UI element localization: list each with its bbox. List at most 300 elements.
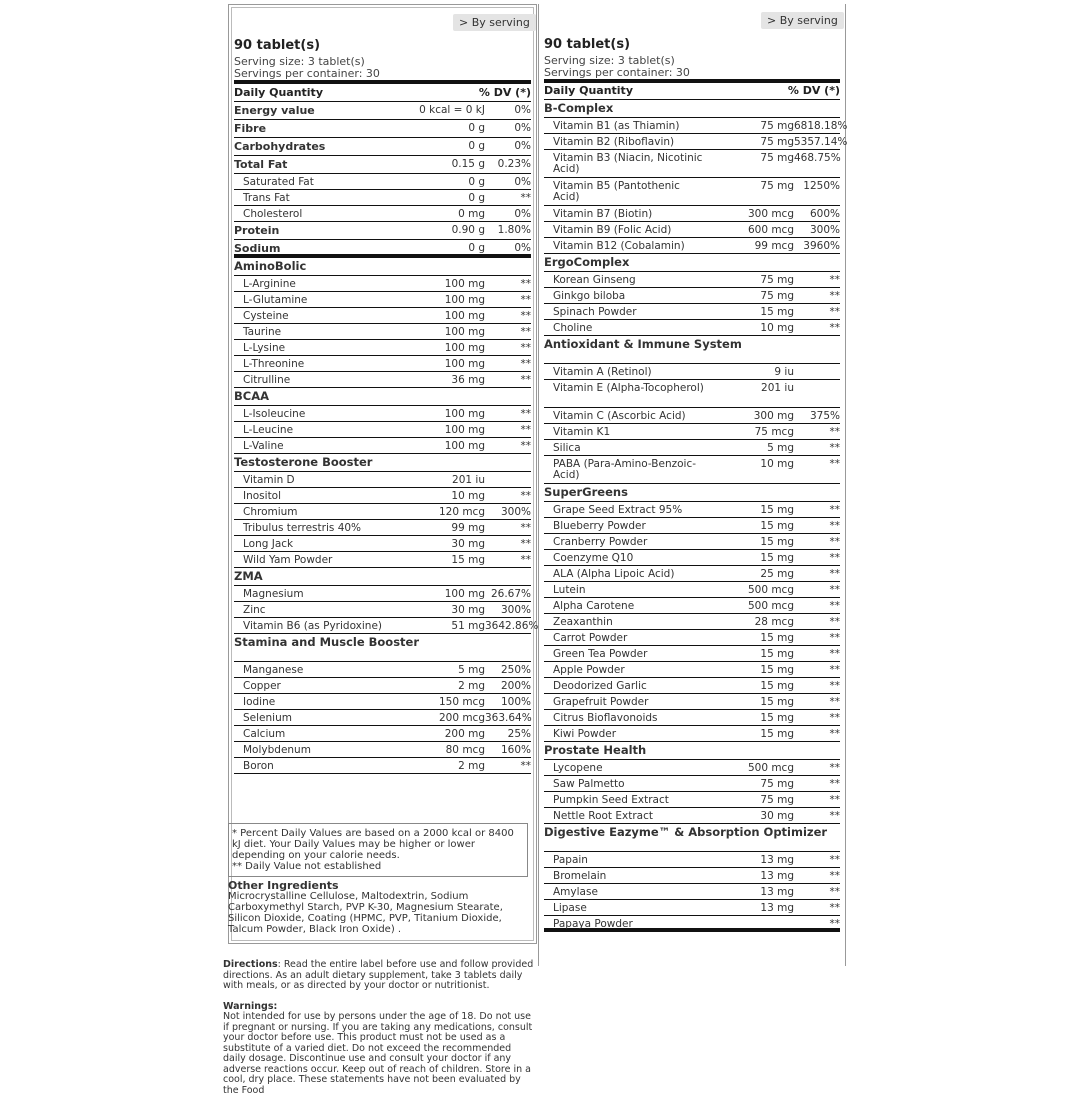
table-row [544, 550, 840, 566]
ingredient-name: Vitamin B7 (Biotin) [553, 208, 653, 220]
table-row [234, 618, 539, 634]
ingredient-name: Vitamin B2 (Riboflavin) [553, 136, 675, 148]
right-title: 90 tablet(s) [544, 37, 631, 52]
table-row [234, 710, 531, 726]
ingredient-dv: 600% [809, 208, 840, 220]
ingredient-name: Carbohydrates [234, 140, 326, 153]
ingredient-amount: 100 mg [444, 424, 485, 436]
ingredient-dv: 0% [514, 208, 531, 220]
ingredient-dv: 6818.18% [794, 120, 848, 132]
ingredient-amount: 30 mg [451, 604, 485, 616]
ingredient-amount: 0.90 g [451, 224, 485, 236]
ingredient-dv: ** [829, 552, 840, 564]
ingredient-name: Vitamin A (Retinol) [553, 366, 652, 378]
ingredient-dv: ** [520, 374, 531, 386]
footnote-dv-not-established: ** Daily Value not established [232, 861, 382, 872]
table-row [234, 586, 531, 602]
table-row [234, 694, 531, 710]
ingredient-amount: 500 mcg [747, 600, 794, 612]
ingredient-name: Chromium [243, 506, 298, 518]
ingredient-name: Lipase [553, 902, 587, 914]
table-row [234, 292, 531, 308]
ingredient-amount: 10 mg [760, 458, 794, 470]
ingredient-amount: 99 mg [451, 522, 485, 534]
other-ingredients-text: Microcrystalline Cellulose, Maltodextrin, Sodium Carboxymethyl Starch, PVP K-30, Magnesium Stearate, Silicon Dioxide, Coating (HPMC, PVP, Titanium Dioxide, Talcum Powder, Black Iron Oxide) . [228, 891, 503, 935]
ingredient-dv: 1250% [803, 180, 840, 192]
ingredient-amount: 100 mg [444, 358, 485, 370]
table-row [544, 440, 840, 456]
table-row [234, 372, 531, 388]
table-row [234, 276, 531, 292]
ingredient-amount: 15 mg [760, 696, 794, 708]
ingredient-amount: 75 mg [760, 794, 794, 806]
ingredient-dv: ** [520, 490, 531, 502]
table-row [544, 916, 840, 932]
ingredient-dv: ** [829, 504, 840, 516]
ingredient-dv: 0% [514, 242, 531, 254]
ingredient-dv: ** [829, 536, 840, 548]
right-header [544, 37, 840, 83]
ingredient-amount: 0 g [468, 140, 485, 152]
right-facts-table [544, 83, 848, 932]
ingredient-dv: ** [829, 680, 840, 692]
ingredient-dv: ** [520, 310, 531, 322]
ingredient-name: Vitamin B5 (Pantothenic Acid) [553, 180, 680, 203]
ingredient-name: Cranberry Powder [553, 536, 648, 548]
table-row [234, 488, 531, 504]
ingredient-name: Spinach Powder [553, 306, 637, 318]
ingredient-amount: 15 mg [760, 632, 794, 644]
table-row [544, 288, 840, 304]
footnote-percent-dv: * Percent Daily Values are based on a 2000 kcal or 8400 kJ diet. Your Daily Values may be higher or lower depending on your calorie needs. [232, 828, 514, 861]
ingredient-name: Vitamin K1 [553, 426, 611, 438]
ingredient-name: Boron [243, 760, 274, 772]
ingredient-dv: 26.67% [490, 588, 531, 600]
ingredient-amount: 75 mcg [754, 426, 794, 438]
dv-header: % DV (*) [787, 84, 840, 97]
ingredient-dv: ** [829, 918, 840, 930]
ingredient-name: Protein [234, 224, 280, 237]
table-row [234, 222, 531, 240]
ingredient-name: Korean Ginseng [553, 274, 636, 286]
table-row [234, 356, 531, 372]
ingredient-amount: 13 mg [760, 870, 794, 882]
ingredient-name: Ginkgo biloba [553, 290, 626, 302]
ingredient-dv: 250% [500, 664, 531, 676]
table-row [544, 408, 840, 424]
table-row [544, 456, 840, 484]
ingredient-name: Lutein [553, 584, 586, 596]
ingredient-dv: 3960% [803, 240, 840, 252]
ingredient-amount: 15 mg [760, 520, 794, 532]
ingredient-amount: 15 mg [760, 306, 794, 318]
ingredient-dv: ** [829, 696, 840, 708]
table-row [234, 240, 531, 258]
ingredient-dv: 200% [500, 680, 531, 692]
table-row [544, 694, 840, 710]
daily-quantity-header: Daily Quantity [234, 86, 323, 99]
ingredient-dv: ** [520, 326, 531, 338]
table-row [544, 582, 840, 598]
ingredient-name: Fibre [234, 122, 267, 135]
ingredient-amount: 300 mcg [747, 208, 794, 220]
directions-block [223, 960, 535, 1096]
table-row [234, 340, 531, 356]
table-row [234, 138, 531, 156]
directions-label: Directions [223, 959, 278, 970]
ingredient-name: L-Lysine [243, 342, 286, 354]
table-row [544, 662, 840, 678]
ingredient-name: Copper [243, 680, 281, 692]
table-row [234, 536, 531, 552]
ingredient-dv: 1.80% [497, 224, 531, 236]
ingredient-dv: ** [520, 278, 531, 290]
left-servings-per-container: Servings per container: 30 [234, 68, 531, 84]
table-row [234, 678, 531, 694]
table-row [234, 324, 531, 340]
ingredient-name: Alpha Carotene [553, 600, 635, 612]
ingredient-dv: ** [520, 294, 531, 306]
ingredient-name: L-Leucine [243, 424, 294, 436]
table-row [234, 742, 531, 758]
ingredient-name: Vitamin D [243, 474, 295, 486]
table-row [544, 792, 840, 808]
ingredient-amount: 13 mg [760, 902, 794, 914]
table-row [544, 808, 840, 824]
ingredient-name: Lycopene [553, 762, 603, 774]
ingredient-amount: 10 mg [451, 490, 485, 502]
ingredient-name: Choline [553, 322, 593, 334]
table-row [544, 272, 840, 288]
table-row [544, 178, 840, 206]
ingredient-dv: ** [520, 424, 531, 436]
ingredient-name: Total Fat [234, 158, 288, 171]
ingredient-amount: 0 g [468, 242, 485, 254]
ingredient-dv: ** [829, 728, 840, 740]
ingredient-dv: 300% [809, 224, 840, 236]
ingredient-name: Vitamin B1 (as Thiamin) [553, 120, 680, 132]
ingredient-name: Papain [553, 854, 588, 866]
ingredient-name: Inositol [243, 490, 282, 502]
ingredient-amount: 15 mg [760, 728, 794, 740]
ingredient-amount: 100 mg [444, 294, 485, 306]
section-title: SuperGreens [544, 484, 840, 502]
ingredient-dv: ** [520, 342, 531, 354]
ingredient-name: Sodium [234, 242, 281, 255]
ingredient-dv: ** [829, 568, 840, 580]
ingredient-amount: 75 mg [760, 152, 794, 164]
ingredient-dv: ** [520, 760, 531, 772]
table-row [234, 504, 531, 520]
ingredient-name: Papaya Powder [553, 918, 633, 930]
table-row [544, 678, 840, 694]
table-row [544, 614, 840, 630]
right-supplement-panel [538, 4, 846, 966]
section-title: B-Complex [544, 100, 840, 118]
section-title: AminoBolic [234, 258, 531, 276]
table-row [544, 534, 840, 550]
ingredient-name: Carrot Powder [553, 632, 628, 644]
table-row [544, 364, 840, 380]
table-row [544, 900, 840, 916]
ingredient-name: Vitamin B9 (Folic Acid) [553, 224, 672, 236]
ingredient-amount: 100 mg [444, 408, 485, 420]
ingredient-amount: 51 mg [451, 620, 485, 632]
ingredient-dv: ** [520, 358, 531, 370]
table-row [234, 120, 531, 138]
table-row [544, 304, 840, 320]
table-row [544, 776, 840, 792]
ingredient-name: Green Tea Powder [553, 648, 648, 660]
ingredient-dv: ** [829, 810, 840, 822]
ingredient-amount: 13 mg [760, 886, 794, 898]
table-row [544, 710, 840, 726]
ingredient-name: L-Valine [243, 440, 284, 452]
table-row [544, 868, 840, 884]
right-serving-size: Serving size: 3 tablet(s) [544, 54, 675, 67]
by-serving-button[interactable]: > By serving [453, 14, 536, 31]
table-row [544, 206, 840, 222]
table-row [234, 406, 531, 422]
ingredient-amount: 30 mg [760, 810, 794, 822]
warnings-text: Not intended for use by persons under the age of 18. Do not use if pregnant or nursing. If you are taking any medications, consult your doctor before use. This product must not be used as a substitute of a varied diet. Do not exceed the recommended daily dosage. Discontinue use and consult your doctor if any adverse reactions occur. Keep out of reach of children. Store in a cool, dry place. These statements have not been evaluated by the Food [223, 1011, 533, 1096]
ingredient-dv: ** [520, 554, 531, 566]
ingredient-name: L-Glutamine [243, 294, 308, 306]
table-row [544, 502, 840, 518]
ingredient-name: Wild Yam Powder [243, 554, 333, 566]
ingredient-name: Taurine [243, 326, 282, 338]
ingredient-dv: ** [829, 442, 840, 454]
table-row [544, 424, 840, 440]
ingredient-amount: 0 mg [458, 208, 485, 220]
ingredient-name: Citrulline [243, 374, 291, 386]
ingredient-name: PABA (Para-Amino-Benzoic-Acid) [553, 458, 697, 481]
table-row [234, 520, 531, 536]
table-row [544, 150, 840, 178]
ingredient-name: Deodorized Garlic [553, 680, 647, 692]
ingredient-amount: 201 iu [452, 474, 485, 486]
table-row [234, 758, 531, 774]
ingredient-dv: 3642.86% [485, 620, 539, 632]
ingredient-dv: 0% [514, 122, 531, 134]
ingredient-dv: ** [829, 632, 840, 644]
right-servings-per-container: Servings per container: 30 [544, 67, 840, 83]
ingredient-amount: 0.15 g [451, 158, 485, 170]
ingredient-dv: 0% [514, 176, 531, 188]
ingredient-dv: 0.23% [497, 158, 531, 170]
ingredient-name: Grapefruit Powder [553, 696, 649, 708]
table-row [544, 518, 840, 534]
table-row [544, 852, 840, 868]
table-row [544, 222, 840, 238]
ingredient-name: Saturated Fat [243, 176, 314, 188]
ingredient-name: Magnesium [243, 588, 304, 600]
ingredient-name: L-Arginine [243, 278, 296, 290]
ingredient-amount: 200 mg [444, 728, 485, 740]
ingredient-amount: 0 g [468, 176, 485, 188]
left-facts-table [234, 85, 539, 774]
left-table-header [234, 85, 531, 102]
table-row [234, 472, 531, 488]
ingredient-amount: 300 mg [753, 410, 794, 422]
ingredient-dv: 300% [500, 604, 531, 616]
directions-text: : Read the entire label before use and follow provided directions. As an adult dietary supplement, take 3 tablets daily with meals, or as directed by your doctor or nutritionist. [223, 959, 534, 991]
ingredient-name: Vitamin C (Ascorbic Acid) [553, 410, 686, 422]
table-row [544, 884, 840, 900]
ingredient-name: Iodine [243, 696, 276, 708]
ingredient-amount: 9 iu [774, 366, 794, 378]
ingredient-dv: ** [829, 616, 840, 628]
ingredient-amount: 15 mg [451, 554, 485, 566]
ingredient-dv: ** [829, 886, 840, 898]
ingredient-amount: 100 mg [444, 278, 485, 290]
ingredient-dv: ** [520, 440, 531, 452]
ingredient-name: Calcium [243, 728, 286, 740]
ingredient-amount: 100 mg [444, 588, 485, 600]
ingredient-amount: 15 mg [760, 504, 794, 516]
ingredient-amount: 100 mg [444, 310, 485, 322]
ingredient-amount: 5 mg [767, 442, 794, 454]
ingredient-name: Trans Fat [243, 192, 290, 204]
section-title: Stamina and Muscle Booster [234, 634, 531, 662]
dv-header: % DV (*) [478, 86, 531, 99]
ingredient-dv: ** [829, 794, 840, 806]
ingredient-amount: 100 mg [444, 342, 485, 354]
ingredient-dv: ** [829, 712, 840, 724]
ingredient-name: Blueberry Powder [553, 520, 646, 532]
table-row [544, 726, 840, 742]
table-row [544, 380, 840, 408]
table-row [234, 662, 531, 678]
table-row [544, 630, 840, 646]
ingredient-amount: 75 mg [760, 778, 794, 790]
ingredient-name: Cysteine [243, 310, 289, 322]
ingredient-name: Zeaxanthin [553, 616, 613, 628]
ingredient-dv: ** [829, 870, 840, 882]
ingredient-amount: 120 mcg [438, 506, 485, 518]
ingredient-dv: ** [829, 426, 840, 438]
ingredient-amount: 2 mg [458, 760, 485, 772]
ingredient-dv: 300% [500, 506, 531, 518]
table-row [544, 118, 848, 134]
table-row [544, 598, 840, 614]
ingredient-amount: 0 g [468, 192, 485, 204]
ingredient-name: Saw Palmetto [553, 778, 625, 790]
ingredient-name: L-Threonine [243, 358, 305, 370]
ingredient-dv: 0% [514, 140, 531, 152]
ingredient-dv: ** [829, 306, 840, 318]
table-row [544, 566, 840, 582]
other-ingredients-title: Other Ingredients [228, 879, 339, 892]
table-row [234, 190, 531, 206]
ingredient-dv: 5357.14% [794, 136, 848, 148]
ingredient-dv: 160% [500, 744, 531, 756]
table-row [234, 102, 531, 120]
table-row [234, 206, 531, 222]
ingredient-amount: 100 mg [444, 326, 485, 338]
ingredient-name: Amylase [553, 886, 598, 898]
ingredient-amount: 13 mg [760, 854, 794, 866]
ingredient-name: Pumpkin Seed Extract [553, 794, 669, 806]
ingredient-name: ALA (Alpha Lipoic Acid) [553, 568, 675, 580]
ingredient-amount: 600 mcg [747, 224, 794, 236]
warnings-label: Warnings: [223, 1000, 278, 1012]
ingredient-dv: 375% [809, 410, 840, 422]
left-title: 90 tablet(s) [234, 38, 321, 53]
ingredient-name: Selenium [243, 712, 292, 724]
ingredient-dv: ** [829, 600, 840, 612]
ingredient-amount: 15 mg [760, 680, 794, 692]
ingredient-amount: 30 mg [451, 538, 485, 550]
section-title: Digestive Eazyme™ & Absorption Optimizer [544, 824, 840, 852]
ingredient-dv: ** [829, 778, 840, 790]
ingredient-dv: ** [520, 522, 531, 534]
ingredient-amount: 0 g [468, 122, 485, 134]
ingredient-dv: 363.64% [485, 712, 532, 724]
ingredient-dv: ** [520, 192, 531, 204]
ingredient-name: Energy value [234, 104, 315, 117]
section-title: Testosterone Booster [234, 454, 531, 472]
ingredient-amount: 150 mcg [438, 696, 485, 708]
ingredient-name: Zinc [243, 604, 266, 616]
ingredient-amount: 15 mg [760, 712, 794, 724]
ingredient-amount: 80 mcg [445, 744, 485, 756]
ingredient-name: Manganese [243, 664, 304, 676]
section-title: Prostate Health [544, 742, 840, 760]
ingredient-amount: 2 mg [458, 680, 485, 692]
section-title: ZMA [234, 568, 531, 586]
right-table-header [544, 83, 840, 100]
ingredient-amount: 15 mg [760, 552, 794, 564]
ingredient-dv: 25% [507, 728, 531, 740]
ingredient-amount: 99 mcg [754, 240, 794, 252]
table-row [544, 646, 840, 662]
left-header [234, 38, 531, 84]
ingredient-name: Kiwi Powder [553, 728, 617, 740]
ingredient-amount: 500 mcg [747, 584, 794, 596]
section-title: BCAA [234, 388, 531, 406]
ingredient-amount: 0 kcal = 0 kJ [419, 104, 485, 116]
table-row [544, 320, 840, 336]
by-serving-button[interactable]: > By serving [761, 12, 844, 29]
ingredient-name: Vitamin E (Alpha-Tocopherol) [553, 382, 704, 394]
ingredient-dv: ** [829, 648, 840, 660]
table-row [234, 438, 531, 454]
table-row [234, 602, 531, 618]
daily-quantity-header: Daily Quantity [544, 84, 633, 97]
ingredient-dv: ** [520, 408, 531, 420]
table-row [234, 422, 531, 438]
ingredient-amount: 15 mg [760, 648, 794, 660]
ingredient-dv: 100% [500, 696, 531, 708]
ingredient-amount: 36 mg [451, 374, 485, 386]
ingredient-amount: 5 mg [458, 664, 485, 676]
ingredient-dv: ** [829, 520, 840, 532]
ingredient-amount: 100 mg [444, 440, 485, 452]
ingredient-dv: 0% [514, 104, 531, 116]
ingredient-amount: 28 mcg [754, 616, 794, 628]
ingredient-amount: 201 iu [761, 382, 794, 394]
ingredient-amount: 500 mcg [747, 762, 794, 774]
ingredient-dv: ** [829, 762, 840, 774]
section-title: ErgoComplex [544, 254, 840, 272]
ingredient-name: Molybdenum [243, 744, 311, 756]
ingredient-amount: 25 mg [760, 568, 794, 580]
other-ingredients [228, 880, 534, 935]
table-row [544, 238, 840, 254]
ingredient-name: Coenzyme Q10 [553, 552, 634, 564]
ingredient-name: Bromelain [553, 870, 607, 882]
